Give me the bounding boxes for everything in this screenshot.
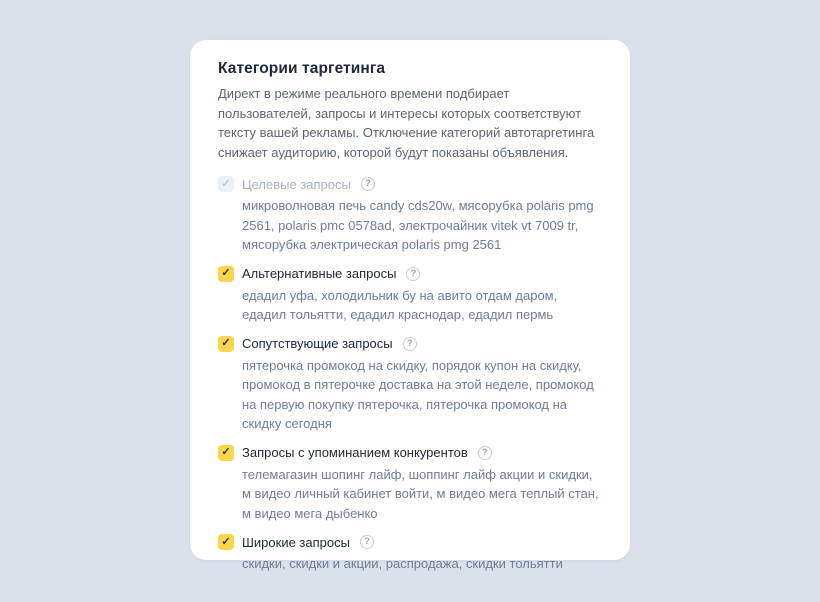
checkbox-broad-queries[interactable] — [218, 534, 234, 550]
category-label[interactable]: Широкие запросы — [242, 534, 350, 550]
category-item-head — [218, 334, 602, 354]
category-item-target-queries — [218, 174, 602, 255]
check-icon: ✓ — [221, 267, 231, 279]
category-label[interactable]: Альтернативные запросы — [242, 266, 397, 281]
category-item-alternative-queries — [218, 264, 602, 325]
help-icon[interactable]: ? — [403, 337, 417, 351]
category-item-related-queries — [218, 334, 602, 434]
category-item-head — [218, 443, 602, 463]
category-list — [218, 174, 602, 574]
help-icon[interactable]: ? — [406, 267, 420, 281]
category-label[interactable]: Сопутствующие запросы — [242, 336, 393, 351]
category-example-queries: микроволновая печь candy cds20w, мясорубка polaris pmg 2561, polaris pmc 0578ad, электрочайник vitek vt 7009 tr, мясорубка электрическая polaris pmg 2561 — [242, 198, 594, 252]
card-description: Директ в режиме реального времени подбирает пользователей, запросы и интересы которых соответствуют тексту вашей рекламы. Отключение категорий автотаргетинга снижает аудиторию, которой будут показаны объявления. — [218, 86, 595, 160]
category-label[interactable]: Запросы с упоминанием конкурентов — [242, 445, 468, 460]
category-example-queries: телемагазин шопинг лайф, шоппинг лайф акции и скидки, м видео личный кабинет войти, м видео мега теплый стан, м видео мега дыбенко — [242, 466, 599, 521]
category-example-queries: едадил уфа, холодильник бу на авито отдам даром, едадил тольятти, едадил краснодар, едадил пермь — [242, 287, 558, 322]
category-item-competitor-queries — [218, 443, 602, 524]
category-example-queries: скидки, скидки и акции, распродажа, скидки тольятти — [242, 556, 563, 571]
checkbox-alternative-queries[interactable] — [218, 266, 234, 282]
help-icon[interactable]: ? — [478, 446, 492, 460]
check-icon: ✓ — [221, 446, 231, 458]
targeting-categories-card — [190, 40, 630, 571]
category-label: Целевые запросы — [242, 176, 351, 192]
category-example-queries: пятерочка промокод на скидку, порядок купон на скидку, промокод в пятерочке доставка на этой неделе, промокод на первую покупку пятерочка, пятерочка промокод на скидку сегодня — [242, 357, 594, 431]
help-icon[interactable]: ? — [360, 535, 374, 549]
category-item-broad-queries — [218, 532, 602, 574]
category-item-head — [218, 532, 602, 552]
page-title: Категории таргетинга — [218, 60, 386, 77]
check-icon: ✓ — [221, 535, 231, 548]
check-icon: ✓ — [221, 177, 231, 190]
checkbox-competitor-queries[interactable] — [218, 445, 234, 461]
category-item-head — [218, 264, 602, 284]
checkbox-target-queries[interactable] — [218, 176, 234, 192]
category-item-head — [218, 174, 602, 194]
checkbox-related-queries[interactable] — [218, 336, 234, 352]
check-icon: ✓ — [221, 337, 231, 349]
help-icon[interactable]: ? — [361, 177, 375, 191]
